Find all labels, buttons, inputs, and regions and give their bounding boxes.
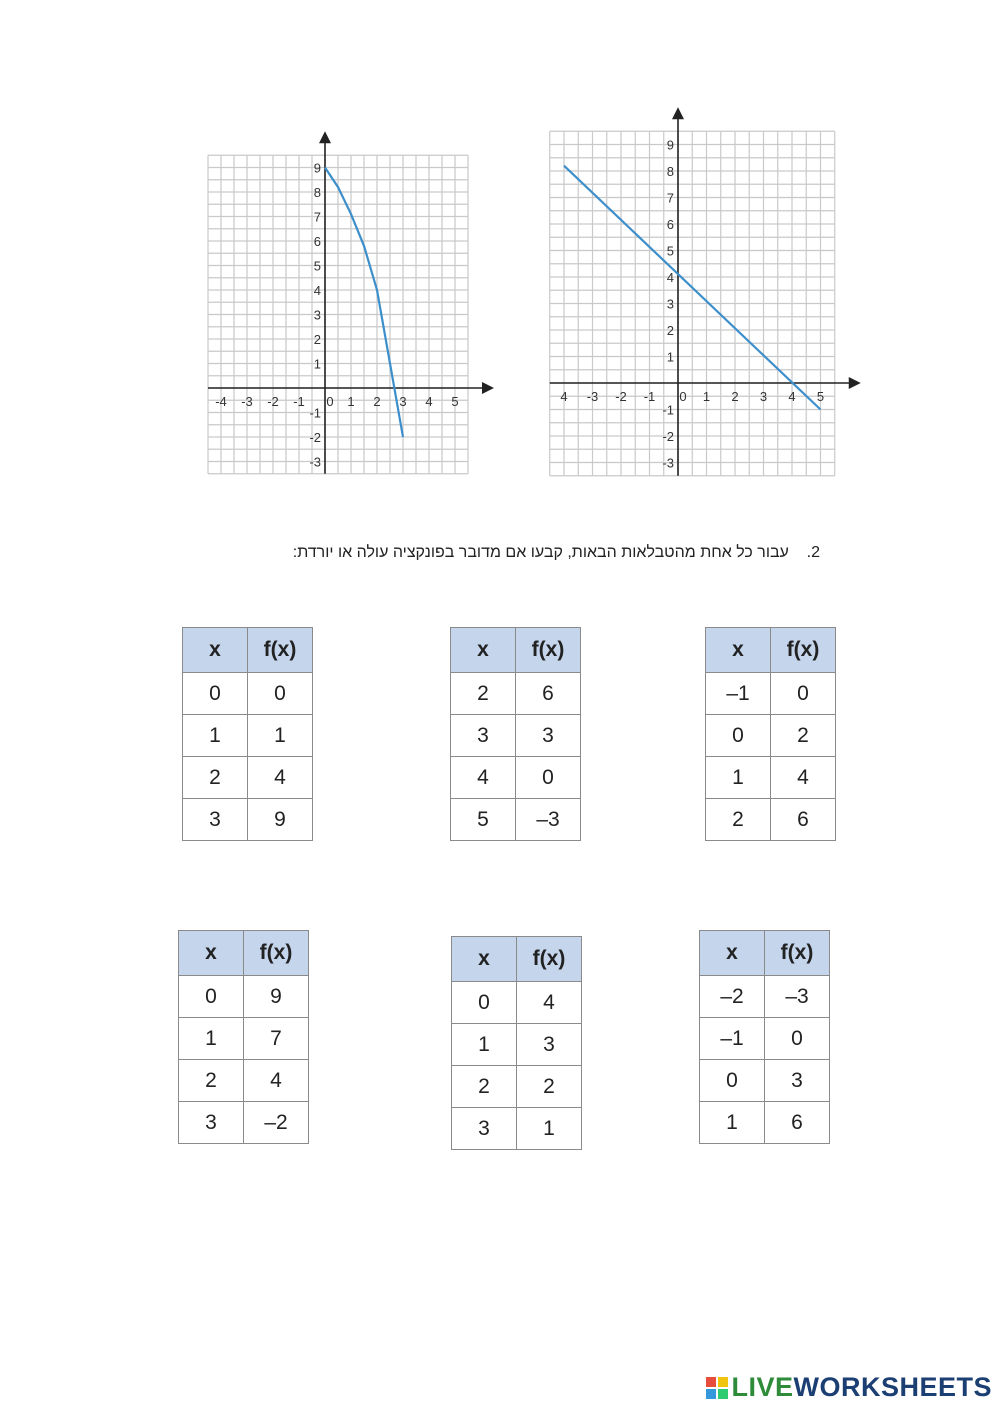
y-tick-label: -2	[309, 430, 321, 445]
table-row	[706, 799, 836, 841]
table-row	[700, 976, 830, 1018]
cell-x: 1	[183, 715, 248, 757]
cell-fx: –3	[765, 976, 830, 1018]
cell-x: 1	[700, 1102, 765, 1144]
cell-x: 0	[452, 982, 517, 1024]
y-tick-label: 1	[666, 349, 674, 365]
cell-x: 0	[183, 673, 248, 715]
table-row	[706, 757, 836, 799]
x-tick-label: 1	[702, 389, 711, 404]
cell-x: 2	[706, 799, 771, 841]
table-row	[183, 715, 313, 757]
cell-fx: –3	[516, 799, 581, 841]
table-row	[451, 757, 581, 799]
x-tick-label: -4	[215, 394, 227, 409]
cell-fx: 9	[248, 799, 313, 841]
cell-fx: 3	[517, 1024, 582, 1066]
table-row	[706, 715, 836, 757]
x-tick-label: -3	[241, 394, 253, 409]
cell-fx: 6	[765, 1102, 830, 1144]
y-tick-label: 7	[666, 190, 674, 206]
y-tick-label: 9	[313, 160, 321, 176]
cell-fx: 6	[516, 673, 581, 715]
cell-fx: 4	[248, 757, 313, 799]
value-table-6	[699, 930, 830, 1144]
cell-fx: 4	[244, 1060, 309, 1102]
header-x: x	[451, 628, 516, 673]
cell-x: 4	[451, 757, 516, 799]
cell-x: –1	[700, 1018, 765, 1060]
cell-fx: 4	[517, 982, 582, 1024]
brand-live: LIVE	[731, 1372, 794, 1402]
table-row	[179, 976, 309, 1018]
y-tick-label: 2	[666, 323, 674, 338]
table-row	[700, 1060, 830, 1102]
cell-fx: 7	[244, 1018, 309, 1060]
y-tick-label: 2	[313, 332, 321, 347]
cell-x: 3	[451, 715, 516, 757]
y-axis-arrow	[672, 107, 684, 119]
header-fx: f(x)	[517, 937, 582, 982]
cell-fx: 2	[771, 715, 836, 757]
x-tick-label: -1	[293, 394, 305, 409]
x-tick-label: 1	[347, 394, 355, 409]
table-row	[452, 1108, 582, 1150]
table-row	[183, 673, 313, 715]
x-tick-label: 3	[759, 389, 768, 404]
y-tick-label: 5	[313, 258, 321, 274]
x-tick-label: 2	[731, 389, 739, 404]
value-table-5	[451, 936, 582, 1150]
y-tick-label: 1	[313, 356, 321, 372]
graph-right-plot	[560, 115, 865, 471]
y-tick-label: 4	[313, 283, 321, 298]
cell-x: 2	[451, 673, 516, 715]
y-tick-label: 4	[666, 270, 674, 285]
table-header-row	[706, 628, 836, 673]
cell-fx: 0	[248, 673, 313, 715]
header-fx: f(x)	[248, 628, 313, 673]
y-tick-label: -3	[662, 455, 674, 471]
x-tick-label: 4	[788, 389, 796, 404]
graph-right	[560, 115, 865, 471]
y-tick-label: 8	[666, 164, 674, 179]
table-row	[452, 1066, 582, 1108]
cell-x: 1	[179, 1018, 244, 1060]
y-tick-label: -1	[662, 402, 674, 418]
table-row	[706, 673, 836, 715]
cell-fx: 2	[517, 1066, 582, 1108]
cell-fx: 3	[765, 1060, 830, 1102]
y-tick-label: -3	[309, 454, 321, 470]
y-axis-arrow	[319, 131, 331, 143]
x-axis-arrow	[482, 382, 494, 394]
graph-left-plot	[205, 135, 495, 470]
cell-fx: 1	[517, 1108, 582, 1150]
y-tick-label: 5	[666, 243, 674, 259]
cell-fx: 0	[516, 757, 581, 799]
x-tick-label: 4	[425, 394, 433, 409]
x-tick-label: -2	[615, 389, 627, 404]
x-tick-label: 0	[326, 394, 334, 409]
value-table-4	[178, 930, 309, 1144]
y-tick-label: -1	[309, 405, 321, 421]
x-tick-label: -3	[586, 389, 599, 404]
cell-x: 0	[179, 976, 244, 1018]
cell-x: 3	[183, 799, 248, 841]
liveworksheets-logo	[706, 1372, 992, 1403]
cell-x: 0	[706, 715, 771, 757]
x-tick-label: 3	[399, 394, 407, 409]
table-row	[183, 799, 313, 841]
header-x: x	[452, 937, 517, 982]
table-header-row	[452, 937, 582, 982]
table-row	[183, 757, 313, 799]
table-row	[451, 673, 581, 715]
x-tick-label: 5	[451, 394, 459, 409]
cell-x: 1	[706, 757, 771, 799]
cell-fx: –2	[244, 1102, 309, 1144]
cell-x: 5	[451, 799, 516, 841]
x-tick-label: 0	[679, 389, 687, 404]
y-tick-label: 3	[313, 307, 321, 323]
x-tick-label: -1	[643, 389, 656, 404]
value-table-2	[450, 627, 581, 841]
cell-fx: 1	[248, 715, 313, 757]
cell-fx: 4	[771, 757, 836, 799]
x-tick-label: 5	[816, 389, 825, 404]
x-axis-arrow	[849, 377, 861, 389]
table-row	[179, 1018, 309, 1060]
question-number: 2.	[806, 544, 820, 561]
table-row	[452, 982, 582, 1024]
x-tick-label: -2	[267, 394, 279, 409]
cell-x: 0	[700, 1060, 765, 1102]
table-row	[451, 799, 581, 841]
cell-x: 2	[452, 1066, 517, 1108]
y-tick-label: 6	[313, 234, 321, 249]
x-tick-label: 2	[373, 394, 381, 409]
y-tick-label: 9	[666, 137, 674, 153]
y-tick-label: 3	[666, 296, 674, 312]
cell-x: –2	[700, 976, 765, 1018]
question-text: עבור כל אחת מהטבלאות הבאות, קבעו אם מדובר בפונקציה עולה או יורדת:	[292, 544, 789, 561]
x-tick-label: 4	[560, 389, 568, 404]
table-row	[700, 1102, 830, 1144]
y-tick-label: 7	[313, 209, 321, 225]
header-fx: f(x)	[516, 628, 581, 673]
cell-fx: 9	[244, 976, 309, 1018]
header-x: x	[706, 628, 771, 673]
cell-fx: 0	[765, 1018, 830, 1060]
cell-x: 2	[179, 1060, 244, 1102]
table-header-row	[451, 628, 581, 673]
header-fx: f(x)	[765, 931, 830, 976]
table-header-row	[700, 931, 830, 976]
y-tick-label: -2	[662, 429, 674, 444]
header-fx: f(x)	[244, 931, 309, 976]
liveworksheets-icon	[706, 1377, 728, 1399]
cell-x: –1	[706, 673, 771, 715]
table-row	[179, 1102, 309, 1144]
header-x: x	[179, 931, 244, 976]
cell-x: 1	[452, 1024, 517, 1066]
value-table-1	[182, 627, 313, 841]
cell-fx: 0	[771, 673, 836, 715]
cell-fx: 3	[516, 715, 581, 757]
question-2	[180, 544, 820, 562]
cell-x: 3	[179, 1102, 244, 1144]
header-x: x	[700, 931, 765, 976]
cell-x: 3	[452, 1108, 517, 1150]
table-row	[452, 1024, 582, 1066]
table-row	[451, 715, 581, 757]
table-row	[700, 1018, 830, 1060]
header-fx: f(x)	[771, 628, 836, 673]
cell-x: 2	[183, 757, 248, 799]
brand-worksheets: WORKSHEETS	[793, 1372, 992, 1402]
y-tick-label: 6	[666, 217, 674, 232]
value-table-3	[705, 627, 836, 841]
graph-left	[205, 135, 495, 470]
table-row	[179, 1060, 309, 1102]
cell-fx: 6	[771, 799, 836, 841]
y-tick-label: 8	[313, 185, 321, 200]
table-header-row	[179, 931, 309, 976]
table-header-row	[183, 628, 313, 673]
header-x: x	[183, 628, 248, 673]
